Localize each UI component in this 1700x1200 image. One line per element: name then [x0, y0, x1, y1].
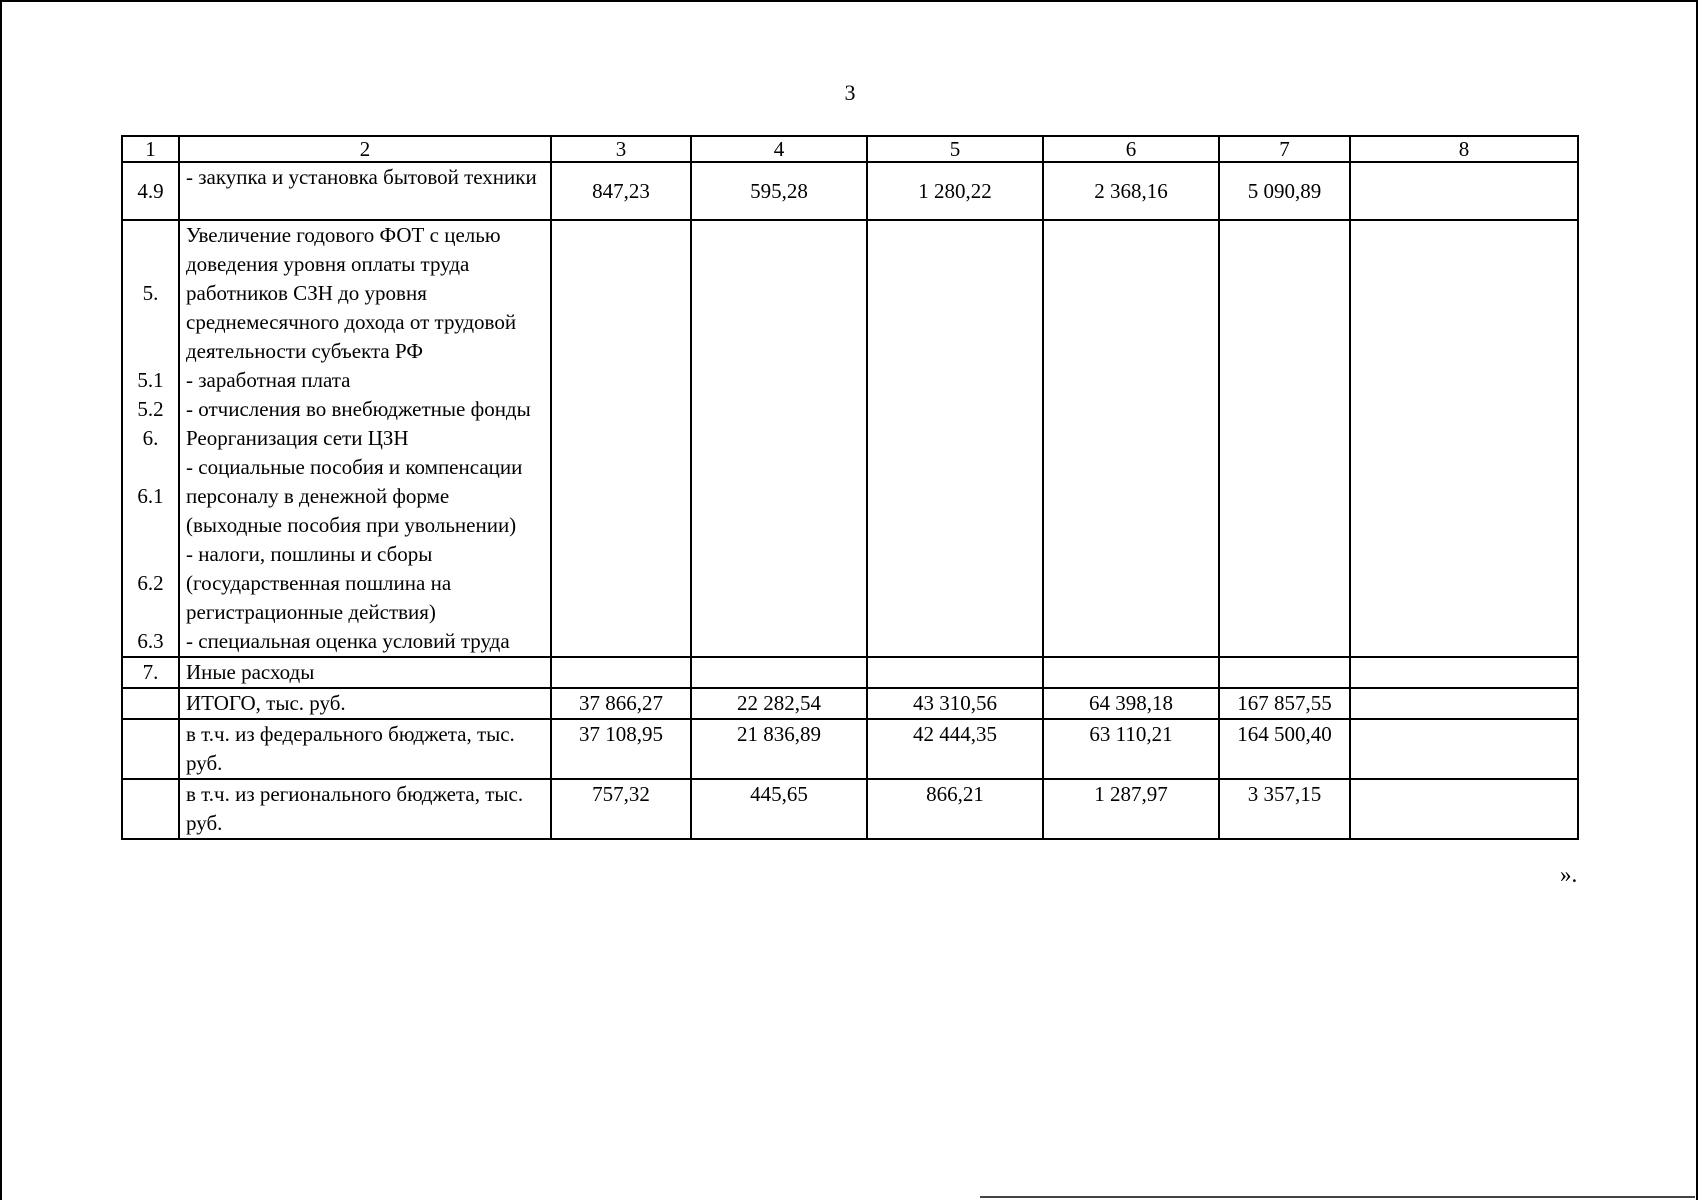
- table-cell: 22 282,54: [691, 688, 867, 719]
- row-label: Иные расходы: [179, 657, 551, 688]
- table-cell: 164 500,40: [1219, 719, 1350, 779]
- scan-edge-line: [980, 1196, 1695, 1198]
- row-label: - специальная оценка условий труда: [186, 629, 510, 653]
- header-cell: 2: [179, 136, 551, 162]
- table-cell: [691, 220, 867, 657]
- table-cell: 866,21: [867, 779, 1043, 839]
- row-label: Реорганизация сети ЦЗН: [186, 426, 409, 450]
- row-label: ИТОГО, тыс. руб.: [179, 688, 551, 719]
- table-row-total: [122, 688, 1578, 719]
- table-cell: 5 090,89: [1219, 162, 1350, 220]
- table-cell: [1219, 220, 1350, 657]
- row-number: 6.1: [137, 484, 164, 508]
- table-cell: [1350, 220, 1578, 657]
- table-cell: 64 398,18: [1043, 688, 1219, 719]
- table-cell: [1043, 657, 1219, 688]
- row-number: 5.: [142, 281, 159, 305]
- row-number: 7.: [122, 657, 179, 688]
- table-cell: [691, 657, 867, 688]
- row-number: 5.1: [137, 368, 164, 392]
- row-number: [122, 779, 179, 839]
- table-cell: [1043, 220, 1219, 657]
- table-row-federal: [122, 719, 1578, 779]
- table-cell: 3 357,15: [1219, 779, 1350, 839]
- table-cell: 167 857,55: [1219, 688, 1350, 719]
- table-cell: [867, 220, 1043, 657]
- table-cell: [867, 657, 1043, 688]
- table-cell: 43 310,56: [867, 688, 1043, 719]
- row-label: в т.ч. из федерального бюджета, тыс. руб.: [179, 719, 551, 779]
- table-cell: 63 110,21: [1043, 719, 1219, 779]
- header-cell: 1: [122, 136, 179, 162]
- header-cell: 7: [1219, 136, 1350, 162]
- table-row-regional: [122, 779, 1578, 839]
- table-cell: 21 836,89: [691, 719, 867, 779]
- row-number-group: [122, 220, 179, 657]
- row-label-group: [179, 220, 551, 657]
- table-cell: [1350, 162, 1578, 220]
- table-cell: [551, 657, 691, 688]
- row-number: 6.3: [137, 629, 164, 653]
- table-cell: [1350, 688, 1578, 719]
- row-number: [122, 688, 179, 719]
- row-number: 5.2: [137, 397, 164, 421]
- table-cell: 37 108,95: [551, 719, 691, 779]
- budget-table: [121, 135, 1579, 840]
- row-label: в т.ч. из регионального бюджета, тыс. руб.: [179, 779, 551, 839]
- table-header-row: [122, 136, 1578, 162]
- row-label: Увеличение годового ФОТ с целью доведения уровня оплаты труда работников СЗН до уровня среднемесячного дохода от трудовой деятельности субъекта РФ: [186, 223, 517, 363]
- table-cell: 757,32: [551, 779, 691, 839]
- table-cell: 847,23: [551, 162, 691, 220]
- page-number: 3: [844, 80, 856, 105]
- row-label: - отчисления во внебюджетные фонды: [186, 397, 531, 421]
- table-cell: [1350, 719, 1578, 779]
- table-cell: [1219, 657, 1350, 688]
- table-cell: 37 866,27: [551, 688, 691, 719]
- row-number: 6.: [142, 426, 159, 450]
- table-cell: 1 287,97: [1043, 779, 1219, 839]
- header-cell: 5: [867, 136, 1043, 162]
- table-cell: [551, 220, 691, 657]
- row-label: - закупка и установка бытовой техники: [179, 162, 551, 220]
- closing-quote-mark: ».: [1560, 862, 1578, 887]
- header-cell: 3: [551, 136, 691, 162]
- table-row: [122, 162, 1578, 220]
- table-cell: [1350, 779, 1578, 839]
- header-cell: 6: [1043, 136, 1219, 162]
- row-number: 4.9: [122, 162, 179, 220]
- table-row: [122, 657, 1578, 688]
- table-cell: [1350, 657, 1578, 688]
- row-label: - социальные пособия и компенсации персоналу в денежной форме (выходные пособия при увольнении): [186, 455, 523, 537]
- table-cell: 595,28: [691, 162, 867, 220]
- table-row: [122, 220, 1578, 657]
- row-number: [122, 719, 179, 779]
- header-cell: 8: [1350, 136, 1578, 162]
- table-cell: 1 280,22: [867, 162, 1043, 220]
- row-number: 6.2: [137, 571, 164, 595]
- header-cell: 4: [691, 136, 867, 162]
- table-cell: 42 444,35: [867, 719, 1043, 779]
- table-cell: 2 368,16: [1043, 162, 1219, 220]
- row-label: - заработная плата: [186, 368, 351, 392]
- table-cell: 445,65: [691, 779, 867, 839]
- row-label: - налоги, пошлины и сборы (государственная пошлина на регистрационные действия): [186, 542, 452, 624]
